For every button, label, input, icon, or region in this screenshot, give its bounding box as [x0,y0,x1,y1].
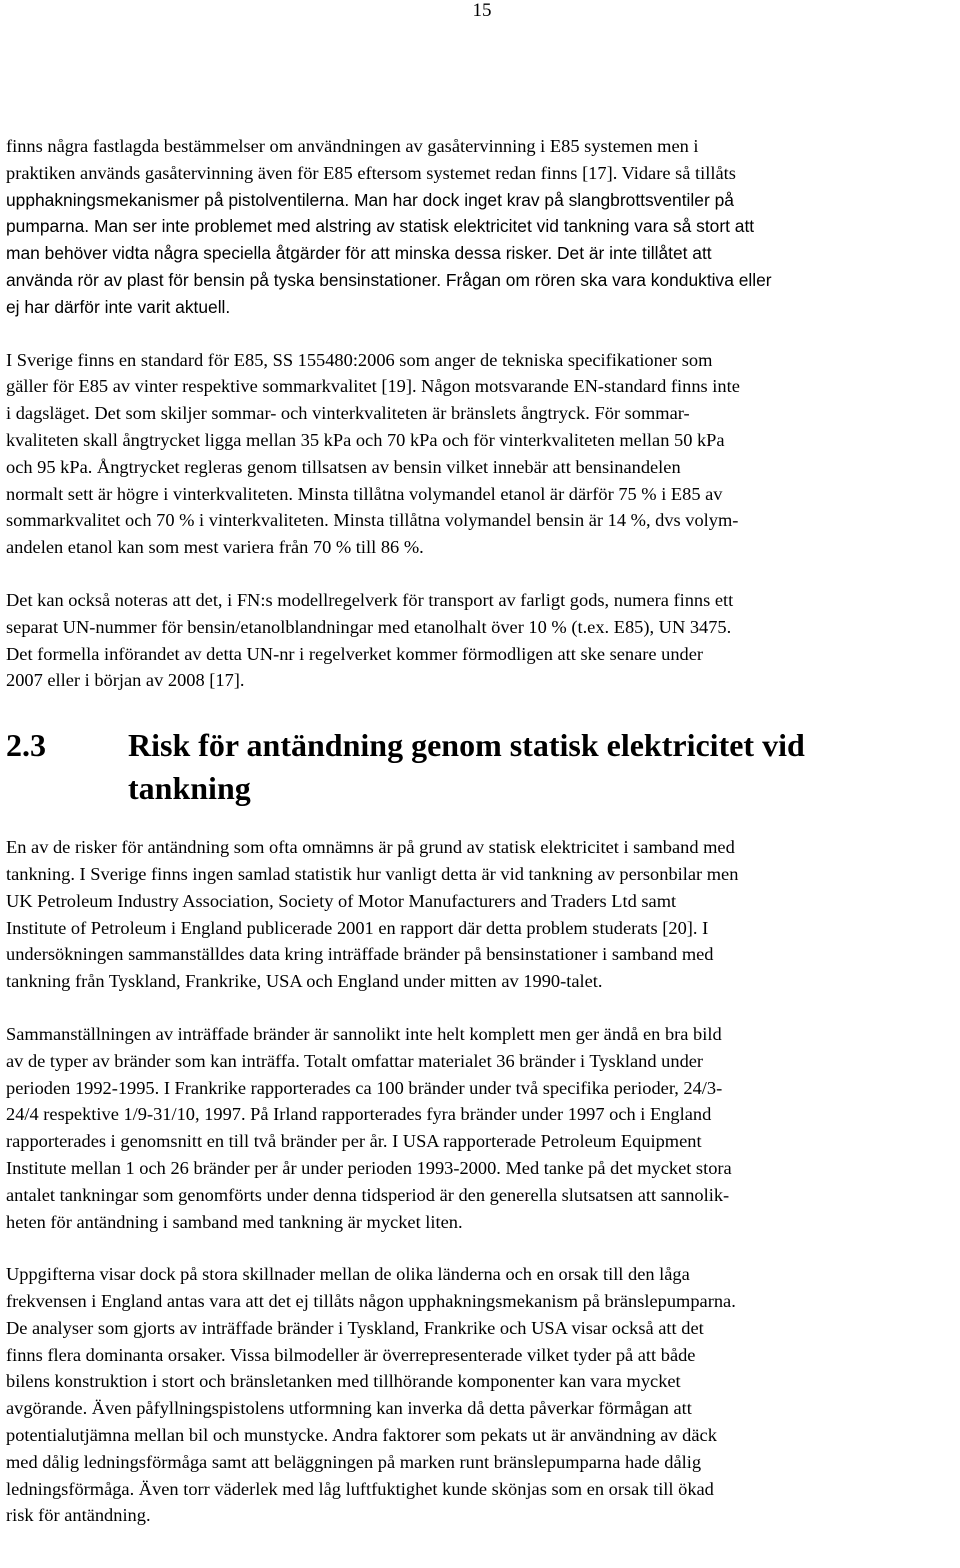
text-line: och 95 kPa. Ångtrycket regleras genom tillsatsen av bensin vilket innebär att bensinandelen [6,456,681,477]
text-line: undersökningen sammanställdes data kring inträffade bränder på bensinstationer i samband med [6,944,714,965]
text-line: rapporterades i genomsnitt en till två bränder per år. I USA rapporterade Petroleum Equipment [6,1131,702,1152]
text-line: En av de risker för antändning som ofta omnämns är på grund av statisk elektricitet i samband med [6,837,735,858]
paragraph [6,587,956,694]
text-line: separat UN-nummer för bensin/etanolblandningar med etanolhalt över 10 % (t.ex. E85), UN 3475. [6,616,732,637]
page-number: 15 [472,0,492,21]
text-line: ej har därför inte varit aktuell. [6,296,231,317]
text-line: av de typer av bränder som kan inträffa. Totalt omfattar materialet 36 bränder i Tyskland under [6,1050,704,1071]
text-line: potentialutjämna mellan bil och munstycke. Andra faktorer som pekats ut är användning av däck [6,1425,717,1446]
section-title-line: Risk för antändning genom statisk elektricitet vid [128,727,805,764]
text-line: frekvensen i England antas vara att det ej tillåts någon upphakningsmekanism på bränslepumparna. [6,1291,736,1312]
paragraph [6,347,956,561]
text-line: finns flera dominanta orsaker. Vissa bilmodeller är överrepresenterade vilket tyder på att både [6,1344,696,1365]
text-line: Det kan också noteras att det, i FN:s modellregelverk för transport av farligt gods, numera finns ett [6,589,734,610]
text-line: sommarkvalitet och 70 % i vinterkvaliteten. Minsta tillåtna volymandel bensin är 14 %, dvs volym- [6,510,739,531]
section-number: 2.3 [6,727,46,764]
text-line: I Sverige finns en standard för E85, SS 155480:2006 som anger de tekniska specifikationer som [6,349,713,370]
text-line: bilens konstruktion i stort och bränsletanken med tillhörande komponenter kan vara mycket [6,1371,681,1392]
text-line: praktiken används gasåtervinning även för E85 eftersom systemet redan finns [17]. Vidare så tillåts [6,162,736,183]
text-line: gäller för E85 av vinter respektive sommarkvalitet [19]. Någon motsvarande EN-standard finns inte [6,376,740,397]
text-line: Uppgifterna visar dock på stora skillnader mellan de olika länderna och en orsak till den låga [6,1264,690,1285]
text-line: normalt sett är högre i vinterkvaliteten. Minsta tillåtna volymandel etanol är därför 75 % i E85 av [6,483,723,504]
text-line: med dålig ledningsförmåga samt att beläggningen på marken runt bränslepumparna hade dålig [6,1451,702,1472]
text-line: 24/4 respektive 1/9-31/10, 1997. På Irland rapporterades fyra bränder under 1997 och i England [6,1104,712,1125]
text-line: perioden 1992-1995. I Frankrike rapporterades ca 100 bränder under två specifika perioder, 24/3- [6,1077,723,1098]
paragraph [6,133,956,321]
text-line: andelen etanol kan som mest variera från 70 % till 86 %. [6,537,424,558]
text-line: ledningsförmåga. Även torr väderlek med låg luftfuktighet kunde skönjas som en orsak till ökad [6,1478,714,1499]
text-line: Sammanställningen av inträffade bränder är sannolikt inte helt komplett men ger ändå en bra bild [6,1023,722,1044]
text-line: UK Petroleum Industry Association, Society of Motor Manufacturers and Traders Ltd samt [6,890,677,911]
text-line: i dagsläget. Det som skiljer sommar- och vinterkvaliteten är bränslets ångtryck. För sommar- [6,403,690,424]
paragraph [6,834,956,995]
text-line: Det formella införandet av detta UN-nr i regelverket kommer förmodligen att ske senare under [6,643,704,664]
text-line: använda rör av plast för bensin på tyska bensinstationer. Frågan om rören ska vara konduktiva eller [6,269,772,290]
text-line: Institute of Petroleum i England publicerade 2001 en rapport där detta problem studerats [20]. I [6,917,709,938]
section-title-line: tankning [128,770,251,807]
paragraph [6,1021,956,1235]
text-line: antalet tankningar som genomförts under denna tidsperiod är den generella slutsatsen att sannolik- [6,1184,730,1205]
text-line: Institute mellan 1 och 26 bränder per år under perioden 1993-2000. Med tanke på det mycket stora [6,1157,732,1178]
section-title [128,724,956,810]
text-line: De analyser som gjorts av inträffade bränder i Tyskland, Frankrike och USA visar också att det [6,1317,704,1338]
text-line: tankning. I Sverige finns ingen samlad statistik hur vanligt detta är vid tankning av personbilar men [6,863,739,884]
text-line: risk för antändning. [6,1505,151,1526]
section-heading [6,724,956,810]
document-body [6,133,956,1529]
text-line: tankning från Tyskland, Frankrike, USA och England under mitten av 1990-talet. [6,971,603,992]
text-line: 2007 eller i början av 2008 [17]. [6,670,245,691]
text-line: avgörande. Även påfyllningspistolens utformning kan inverka då detta påverkar förmågan att [6,1398,692,1419]
text-line: man behöver vidta några speciella åtgärder för att minska dessa risker. Det är inte tillåtet att [6,243,712,264]
paragraph [6,1261,956,1529]
text-line: kvaliteten skall ångtrycket ligga mellan 35 kPa och 70 kPa och för vinterkvaliteten mellan 50 kPa [6,429,725,450]
text-line: upphakningsmekanismer på pistolventilerna. Man har dock inget krav på slangbrottsventiler på [6,189,734,210]
text-line: finns några fastlagda bestämmelser om användningen av gasåtervinning i E85 systemen men i [6,136,699,156]
text-line: heten för antändning i samband med tankning är mycket liten. [6,1211,463,1232]
text-line: pumparna. Man ser inte problemet med alstring av statisk elektricitet vid tankning vara så stort att [6,216,755,237]
